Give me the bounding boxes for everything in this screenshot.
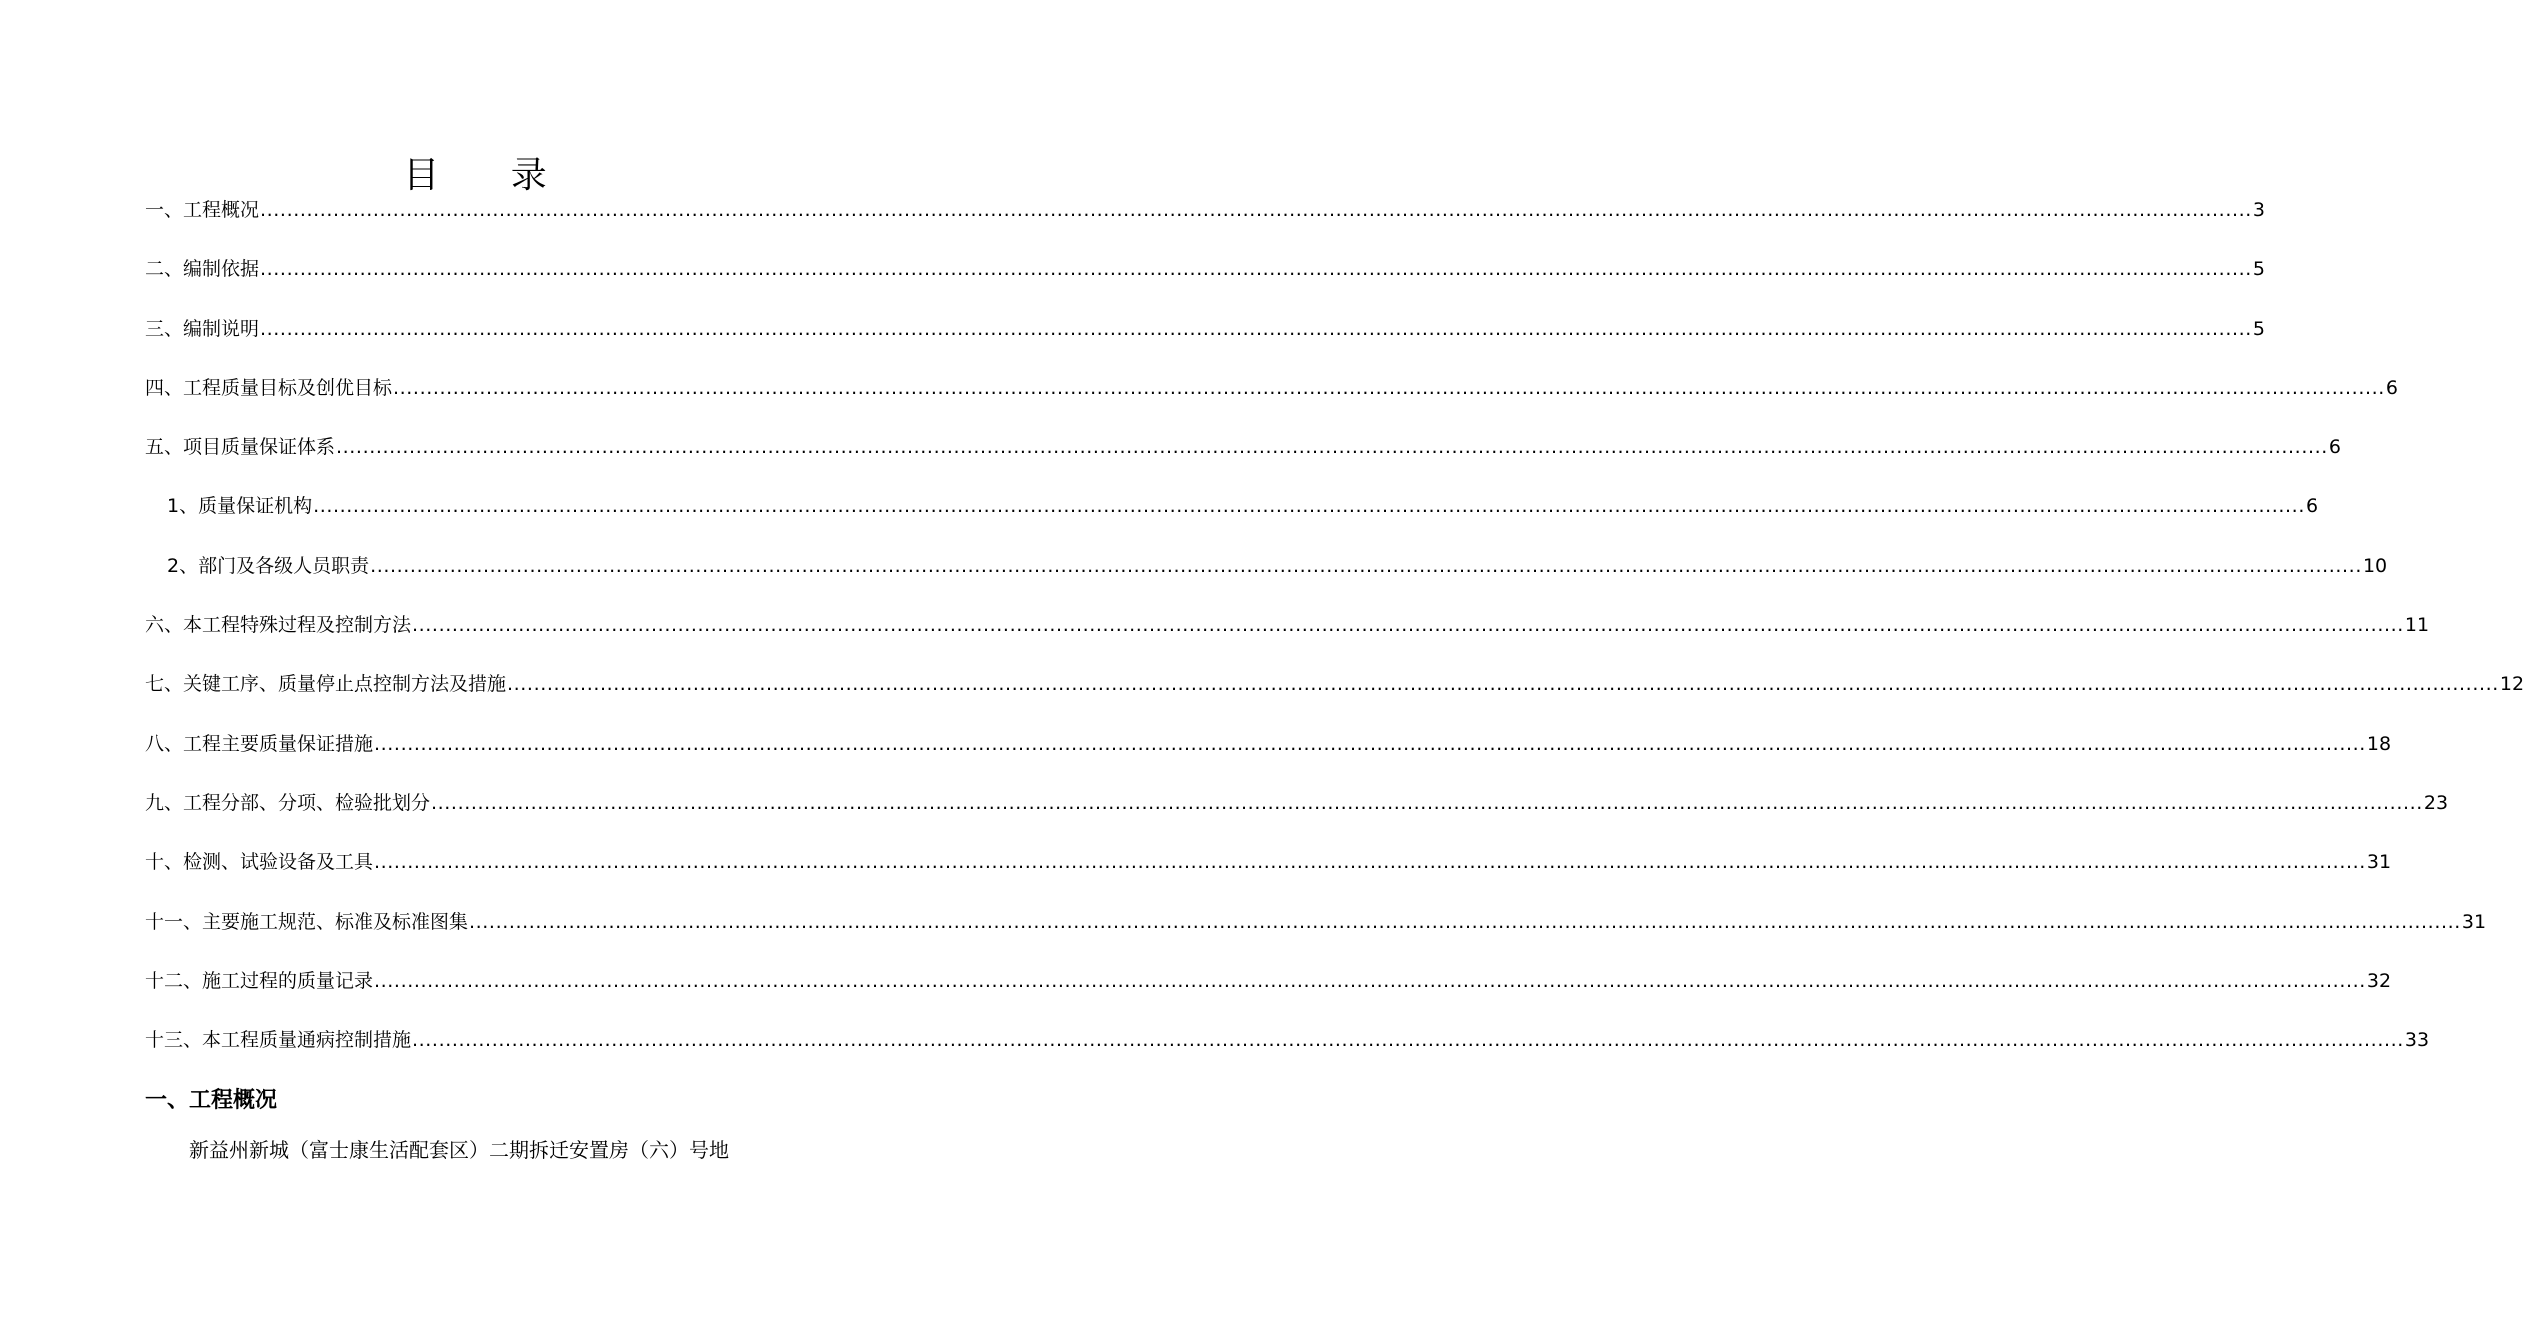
toc-page-number: 12 [2499, 673, 2524, 696]
toc-entry[interactable] [145, 486, 2319, 545]
toc-page-number: 5 [2252, 258, 2265, 281]
toc-page-number: 31 [2461, 910, 2487, 933]
toc-dot-leader: ............................................................................................................................................................................................................................................................................................................ [374, 969, 2366, 992]
toc-dot-leader: ............................................................................................................................................................................................................................................................................................................ [393, 376, 2385, 399]
toc-entry[interactable] [145, 309, 2265, 368]
toc-entry-label: 二、编制依据 [145, 258, 260, 281]
toc-page-number: 5 [2252, 317, 2265, 340]
toc-entry-label: 1、质量保证机构 [167, 495, 313, 518]
toc-entry[interactable] [145, 427, 2341, 486]
toc-dot-leader: ............................................................................................................................................................................................................................................................................................................ [260, 317, 2252, 340]
toc-page-number: 6 [2385, 376, 2398, 399]
toc-page-number: 31 [2366, 851, 2392, 874]
toc-entry-label: 五、项目质量保证体系 [145, 436, 336, 459]
toc-dot-leader: ............................................................................................................................................................................................................................................................................................................ [260, 199, 2252, 221]
toc-dot-leader: ............................................................................................................................................................................................................................................................................................................ [469, 910, 2461, 933]
toc-entry-label: 十一、主要施工规范、标准及标准图集 [145, 910, 469, 933]
toc-dot-leader: ............................................................................................................................................................................................................................................................................................................ [431, 791, 2423, 814]
toc-page-number: 11 [2404, 614, 2430, 637]
toc-entry[interactable] [145, 249, 2265, 308]
toc-entry[interactable] [145, 546, 2388, 605]
toc-page-number: 33 [2404, 1029, 2430, 1052]
toc-dot-leader: ............................................................................................................................................................................................................................................................................................................ [412, 614, 2404, 637]
toc-entry[interactable] [145, 961, 2392, 1020]
table-of-contents [145, 190, 2524, 1079]
toc-entry-label: 七、关键工序、质量停止点控制方法及措施 [145, 673, 507, 696]
toc-dot-leader: ............................................................................................................................................................................................................................................................................................................ [336, 436, 2328, 459]
toc-entry-label: 2、部门及各级人员职责 [167, 554, 370, 577]
toc-page-number: 3 [2252, 199, 2265, 221]
toc-dot-leader: ............................................................................................................................................................................................................................................................................................................ [260, 258, 2252, 281]
toc-entry-label: 十三、本工程质量通病控制措施 [145, 1029, 412, 1052]
toc-entry[interactable] [145, 664, 2524, 723]
toc-entry-label: 九、工程分部、分项、检验批划分 [145, 791, 431, 814]
toc-dot-leader: ............................................................................................................................................................................................................................................................................................................ [412, 1029, 2404, 1052]
toc-entry[interactable] [145, 605, 2430, 664]
toc-entry[interactable] [145, 902, 2487, 961]
toc-page-number: 18 [2366, 732, 2392, 755]
toc-entry-label: 六、本工程特殊过程及控制方法 [145, 614, 412, 637]
toc-entry-label: 八、工程主要质量保证措施 [145, 732, 374, 755]
toc-entry-label: 一、工程概况 [145, 199, 260, 221]
toc-dot-leader: ............................................................................................................................................................................................................................................................................................................ [370, 554, 2362, 577]
toc-entry-label: 十、检测、试验设备及工具 [145, 851, 374, 874]
toc-entry-label: 十二、施工过程的质量记录 [145, 969, 374, 992]
toc-dot-leader: ............................................................................................................................................................................................................................................................................................................ [507, 673, 2499, 696]
toc-page-number: 23 [2423, 791, 2449, 814]
toc-entry-label: 四、工程质量目标及创优目标 [145, 376, 393, 399]
toc-entry[interactable] [145, 190, 2265, 249]
toc-entry[interactable] [145, 1020, 2430, 1079]
toc-entry[interactable] [145, 368, 2398, 427]
section-heading: 一、工程概况 [145, 1088, 278, 1113]
toc-page-number: 32 [2366, 969, 2392, 992]
toc-entry[interactable] [145, 842, 2392, 901]
toc-entry[interactable] [145, 783, 2449, 842]
toc-dot-leader: ............................................................................................................................................................................................................................................................................................................ [374, 851, 2366, 874]
toc-entry[interactable] [145, 724, 2392, 783]
toc-page-number: 10 [2362, 554, 2388, 577]
toc-dot-leader: ............................................................................................................................................................................................................................................................................................................ [313, 495, 2305, 518]
body-paragraph: 新益州新城（富士康生活配套区）二期拆迁安置房（六）号地 [189, 1138, 729, 1162]
toc-page-number: 6 [2305, 495, 2319, 518]
toc-page-number: 6 [2328, 436, 2341, 459]
toc-title: 目 录 [403, 155, 577, 197]
toc-dot-leader: ............................................................................................................................................................................................................................................................................................................ [374, 732, 2366, 755]
toc-entry-label: 三、编制说明 [145, 317, 260, 340]
